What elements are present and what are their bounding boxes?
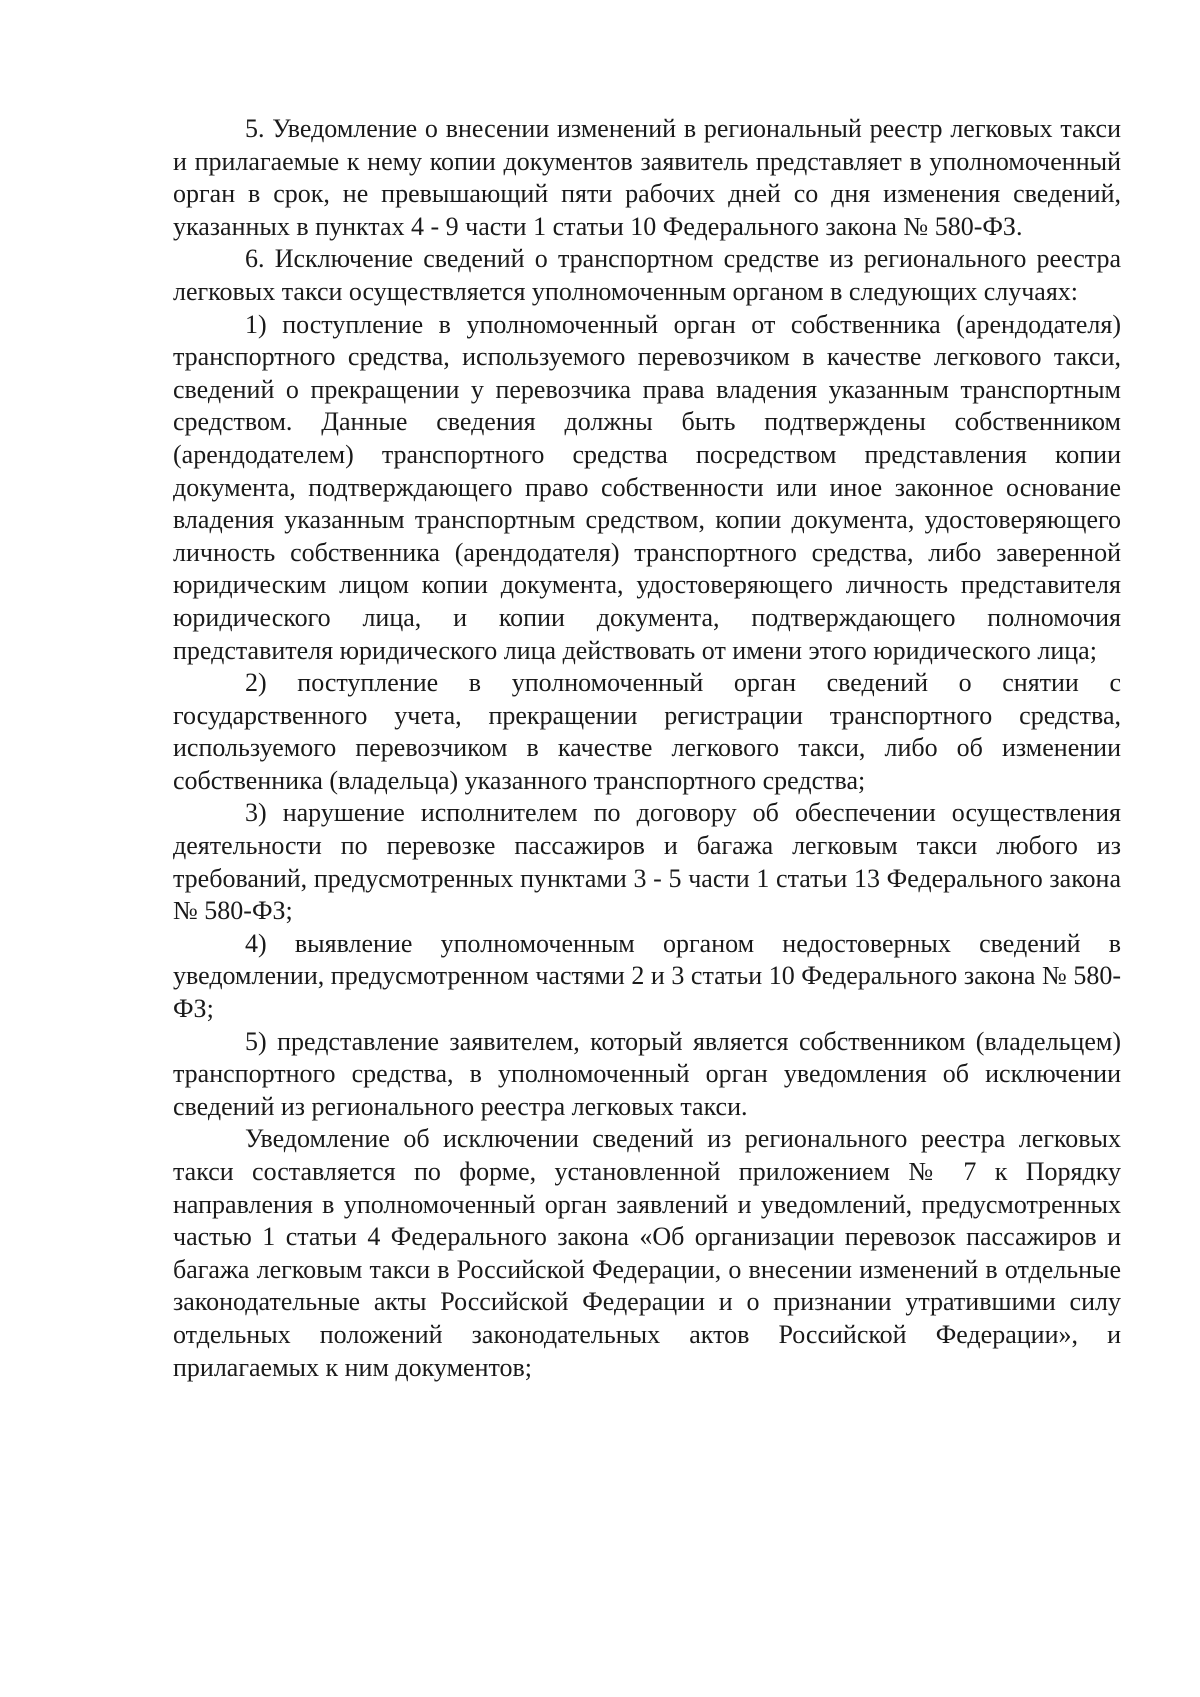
subitem-6-1: 1) поступление в уполномоченный орган от собственника (арендодателя) транспортного средства, используемого перевозчиком в качестве легкового такси, сведений о прекращении у перевозчика права владения указанным транспортным средством. Данные сведения должны быть подтверждены собственником (арендодателем) транспортного средства посредством представления копии документа, подтверждающего право собственности или иное законное основание владения указанным транспортным средством, копии документа, удостоверяющего личность собственника (арендодателя) транспортного средства, либо заверенной юридическим лицом копии документа, удостоверяющего личность представителя юридического лица, и копии документа, подтверждающего полномочия представителя юридического лица действовать от имени этого юридического лица; <box>173 309 1121 665</box>
paragraph-6: 6. Исключение сведений о транспортном средстве из регионального реестра легковых такси осуществляется уполномоченным органом в следующих случаях: <box>173 244 1121 306</box>
subitem-6-4: 4) выявление уполномоченным органом недостоверных сведений в уведомлении, предусмотренном частями 2 и 3 статьи 10 Федерального закона № 580-ФЗ; <box>173 928 1121 1024</box>
subitem-6-2: 2) поступление в уполномоченный орган сведений о снятии с государственного учета, прекращении регистрации транспортного средства, используемого перевозчиком в качестве легкового такси, либо об изменении собственника (владельца) указанного транспортного средства; <box>173 668 1121 795</box>
paragraph-notice: Уведомление об исключении сведений из регионального реестра легковых такси составляется по форме, установленной приложением № 7 к Порядку направления в уполномоченный орган заявлений и уведомлений, предусмотренных частью 1 статьи 4 Федерального закона «Об организации перевозок пассажиров и багажа легковым такси в Российской Федерации, о внесении изменений в отдельные законодательные акты Российской Федерации и о признании утратившими силу отдельных положений законодательных актов Российской Федерации», и прилагаемых к ним документов; <box>173 1124 1121 1382</box>
subitem-6-3: 3) нарушение исполнителем по договору об обеспечении осуществления деятельности по перевозке пассажиров и багажа легковым такси любого из требований, предусмотренных пунктами 3 - 5 части 1 статьи 13 Федерального закона № 580-ФЗ; <box>173 798 1121 926</box>
document-body <box>173 113 1121 1384</box>
paragraph-5: 5. Уведомление о внесении изменений в региональный реестр легковых такси и прилагаемые к нему копии документов заявитель представляет в уполномоченный орган в срок, не превышающий пяти рабочих дней со дня изменения сведений, указанных в пунктах 4 - 9 части 1 статьи 10 Федерального закона № 580-ФЗ. <box>173 114 1121 241</box>
subitem-6-5: 5) представление заявителем, который является собственником (владельцем) транспортного средства, в уполномоченный орган уведомления об исключении сведений из регионального реестра легковых такси. <box>173 1026 1121 1121</box>
